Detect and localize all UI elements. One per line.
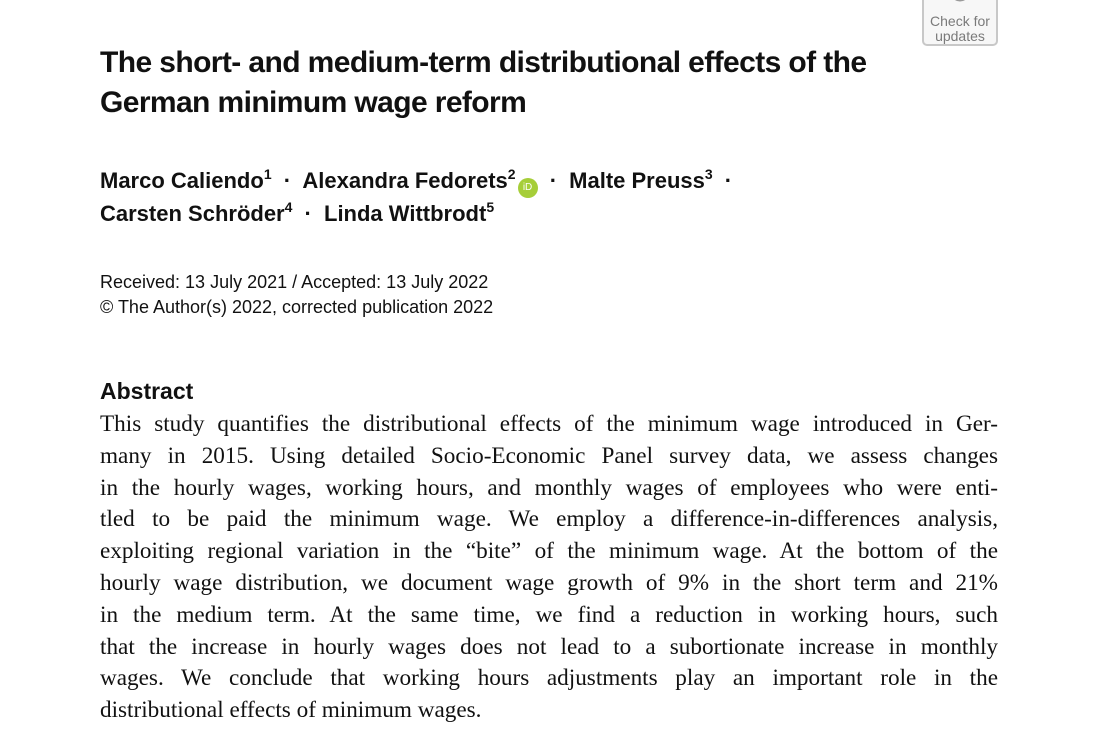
abstract-line: tled to be paid the minimum wage. We employ a difference-in-differences analysis, [100, 506, 998, 533]
author-line-2 [100, 198, 920, 230]
author-name[interactable]: Carsten Schröder [100, 201, 285, 226]
abstract-line: in the medium term. At the same time, we find a reduction in working hours, such [100, 601, 998, 628]
abstract-line: hourly wage distribution, we document wage growth of 9% in the short term and 21% [100, 569, 998, 596]
abstract-heading: Abstract [100, 378, 194, 404]
author-separator: · [304, 201, 312, 226]
author-name[interactable]: Linda Wittbrodt [324, 201, 487, 226]
author-separator: · [724, 168, 733, 193]
author-list [100, 165, 920, 230]
orcid-icon[interactable]: iD [518, 178, 538, 198]
abstract-line: This study quantifies the distributional effects of the minimum wage introduced in Ger- [100, 411, 998, 437]
abstract-text [100, 409, 998, 727]
affiliation-number: 3 [704, 166, 713, 182]
affiliation-number: 5 [486, 199, 495, 215]
publication-info [100, 270, 493, 320]
author-name[interactable]: Alexandra Fedorets [302, 168, 508, 193]
author-separator: · [549, 168, 558, 193]
abstract-line: that the increase in hourly wages does not lead to a subortionate increase in monthly [100, 633, 998, 660]
title-line-2: German minimum wage reform [100, 86, 527, 119]
abstract-line: wages. We conclude that working hours adjustments play an important role in the [100, 665, 998, 692]
affiliation-number: 2 [507, 166, 516, 182]
abstract-line: many in 2015. Using detailed Socio-Economic Panel survey data, we assess changes [100, 442, 998, 469]
author-line-1 [100, 165, 920, 198]
abstract-line: distributional effects of minimum wages. [100, 697, 482, 724]
badge-line-2: updates [935, 28, 985, 44]
badge-label [924, 14, 996, 44]
check-for-updates-badge[interactable] [922, 0, 998, 46]
copyright-notice: © The Author(s) 2022, corrected publication 2022 [100, 297, 494, 317]
author-separator: · [283, 168, 292, 193]
abstract-line: in the hourly wages, working hours, and monthly wages of employees who were enti- [100, 474, 998, 501]
paper-title [100, 43, 960, 123]
received-accepted-dates: Received: 13 July 2021 / Accepted: 13 July 2022 [100, 272, 489, 292]
affiliation-number: 4 [284, 199, 293, 215]
affiliation-number: 1 [263, 166, 272, 182]
title-line-1: The short- and medium-term distributional effects of the [100, 46, 867, 79]
author-name[interactable]: Marco Caliendo [100, 168, 264, 193]
check-for-updates-icon [950, 0, 970, 2]
author-name[interactable]: Malte Preuss [569, 168, 705, 193]
abstract-line: exploiting regional variation in the “bite” of the minimum wage. At the bottom of the [100, 538, 998, 565]
badge-line-1: Check for [930, 13, 990, 29]
